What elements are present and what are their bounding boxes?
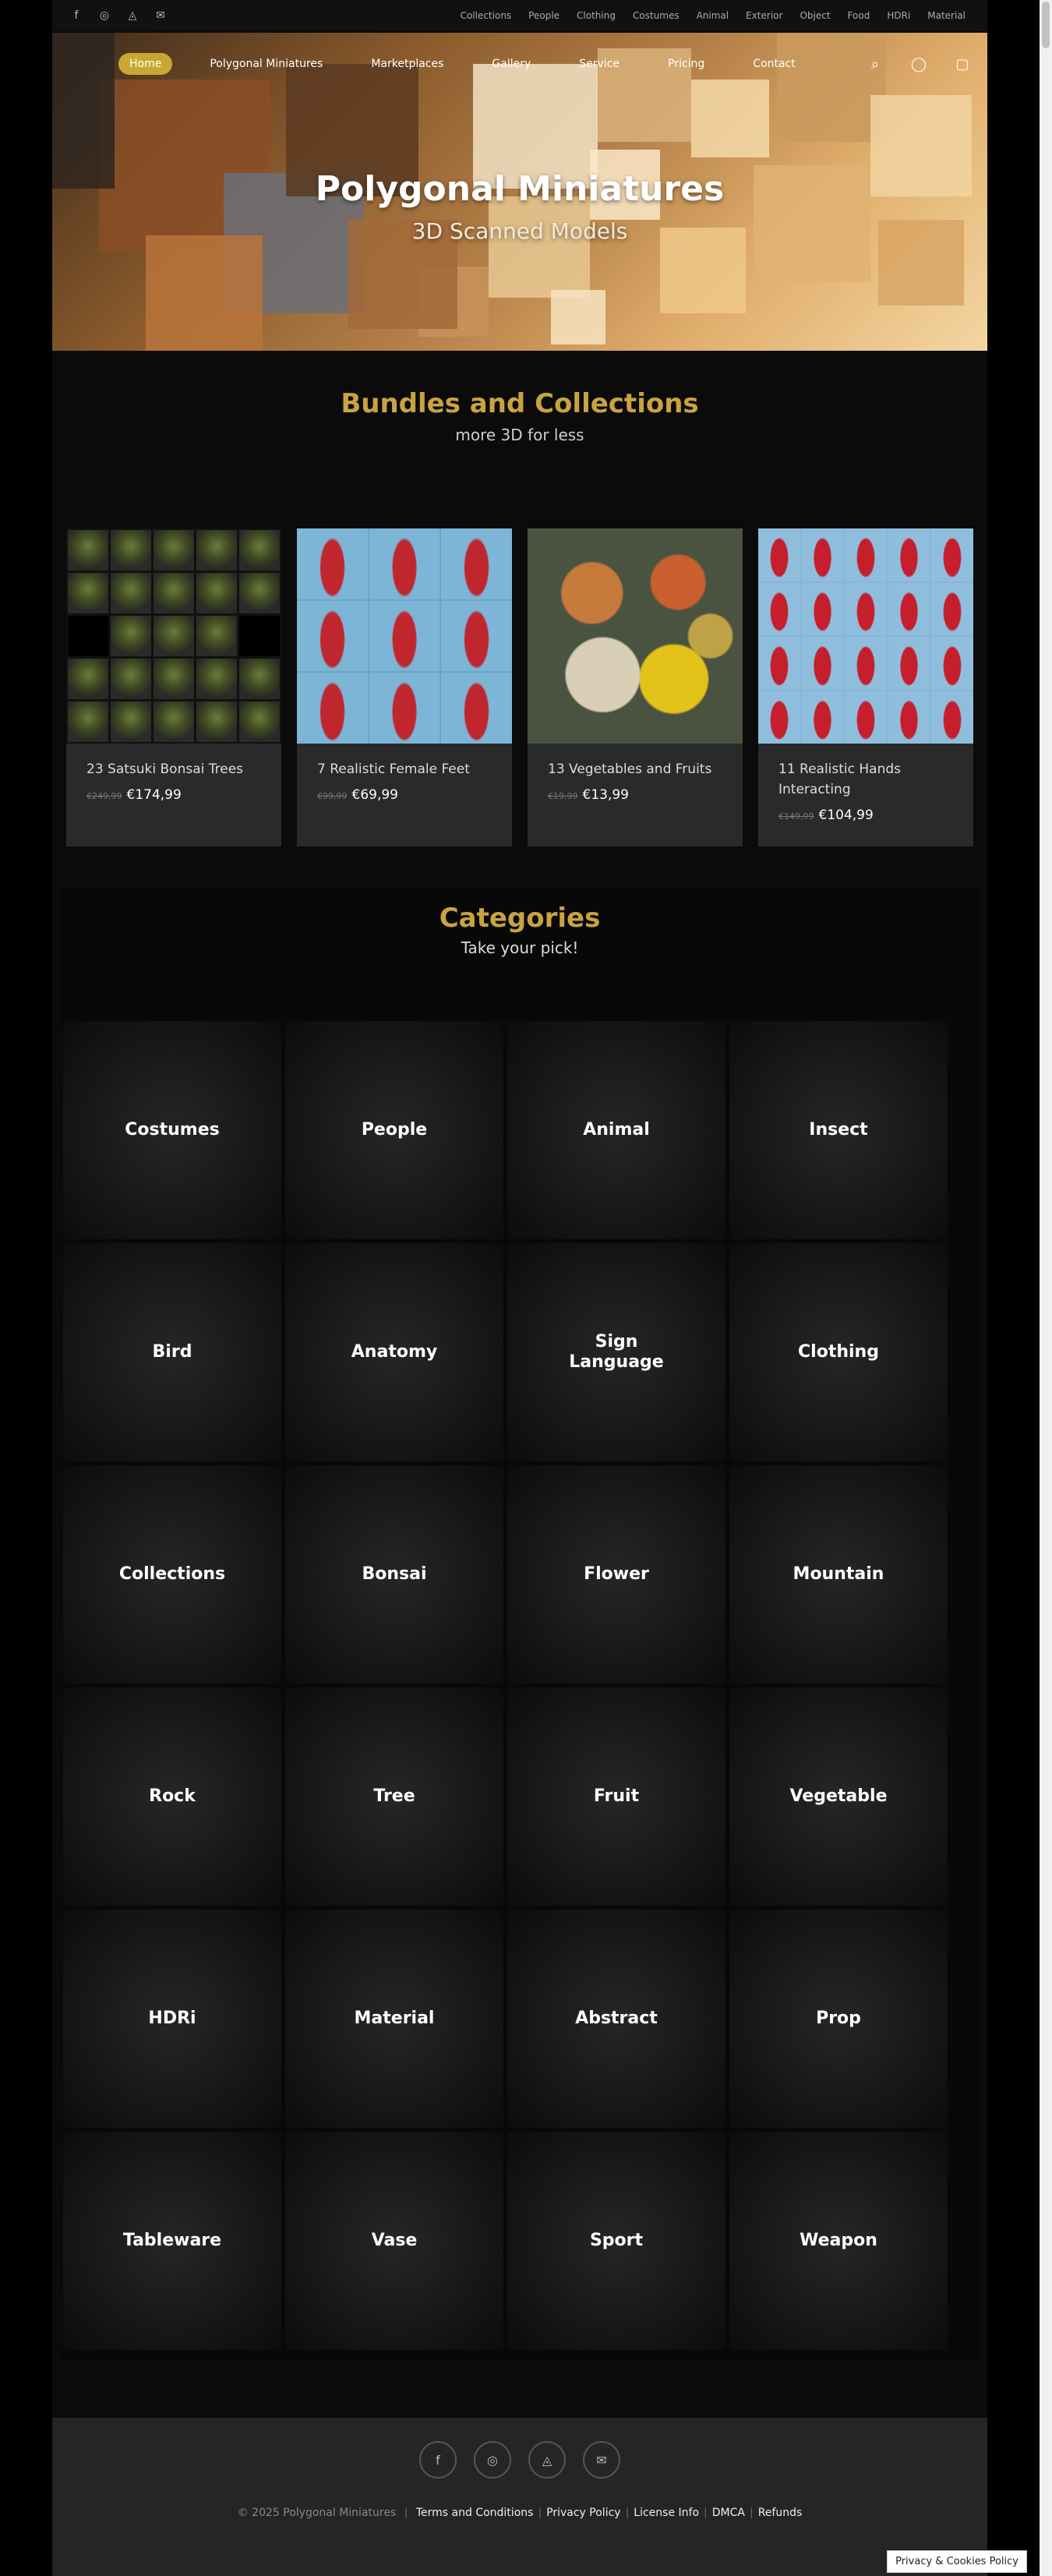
top-link-material[interactable]: Material bbox=[927, 10, 966, 21]
product-thumbnail[interactable] bbox=[66, 528, 281, 744]
hero-title: Polygonal Miniatures bbox=[315, 169, 725, 209]
main-navigation bbox=[118, 53, 807, 75]
social-links bbox=[66, 5, 171, 26]
category-tile-prop[interactable] bbox=[729, 1910, 948, 2128]
hand-cell bbox=[888, 528, 930, 581]
foot-cell bbox=[369, 673, 440, 744]
category-label: Vase bbox=[371, 2231, 418, 2250]
category-tile-material[interactable] bbox=[285, 1910, 503, 2128]
category-tile-fruit[interactable] bbox=[507, 1687, 725, 1906]
bonsai-cell bbox=[68, 616, 108, 656]
hero-art-tile bbox=[52, 33, 115, 189]
top-link-costumes[interactable]: Costumes bbox=[632, 10, 680, 21]
category-tile-abstract[interactable] bbox=[507, 1910, 725, 2128]
product-old-price: €249,99 bbox=[86, 791, 122, 801]
product-name[interactable]: 23 Satsuki Bonsai Trees bbox=[86, 761, 244, 777]
category-label: Collections bbox=[118, 1564, 226, 1584]
category-tile-animal[interactable] bbox=[507, 1021, 725, 1239]
footer-social-links bbox=[52, 2441, 987, 2479]
category-label: Fruit bbox=[593, 1786, 640, 1806]
instagram-icon[interactable]: ◎ bbox=[474, 2441, 511, 2479]
top-link-food[interactable]: Food bbox=[847, 10, 870, 21]
category-label: Tree bbox=[373, 1786, 415, 1806]
page-wrapper bbox=[52, 0, 987, 2576]
hand-cell bbox=[931, 691, 973, 744]
hand-cell bbox=[845, 583, 887, 636]
footer-link-license-info[interactable]: License Info bbox=[634, 2507, 700, 2519]
categories-header bbox=[62, 903, 978, 957]
top-link-object[interactable]: Object bbox=[800, 10, 831, 21]
product-card[interactable] bbox=[297, 528, 512, 846]
category-label: Weapon bbox=[800, 2231, 877, 2250]
footer-link-privacy-policy[interactable]: Privacy Policy bbox=[546, 2507, 621, 2519]
category-label: Material bbox=[354, 2009, 435, 2028]
top-utility-bar bbox=[52, 0, 987, 31]
category-label: Costumes bbox=[125, 1120, 220, 1140]
nav-item-marketplaces[interactable]: Marketplaces bbox=[371, 58, 444, 70]
hero-art-tile bbox=[489, 196, 590, 298]
category-label: HDRi bbox=[148, 2009, 196, 2028]
category-tile-vase[interactable] bbox=[285, 2132, 503, 2350]
product-name[interactable]: 11 Realistic Hands Interacting bbox=[778, 761, 902, 797]
category-label: Flower bbox=[584, 1564, 649, 1584]
top-link-collections[interactable]: Collections bbox=[460, 10, 512, 21]
footer-link-dmca[interactable]: DMCA bbox=[711, 2507, 745, 2519]
bonsai-cell bbox=[154, 616, 194, 656]
bonsai-cell bbox=[239, 701, 280, 742]
bonsai-cell bbox=[239, 573, 280, 613]
bundles-header bbox=[52, 388, 987, 444]
categories-section bbox=[62, 889, 978, 2360]
category-tile-vegetable[interactable] bbox=[729, 1687, 948, 1906]
category-label: Tableware bbox=[122, 2231, 222, 2250]
bundles-title: Bundles and Collections bbox=[341, 388, 699, 419]
top-link-exterior[interactable]: Exterior bbox=[746, 10, 783, 21]
product-current-price: €104,99 bbox=[818, 807, 874, 823]
hand-cell bbox=[758, 583, 800, 636]
product-name[interactable]: 13 Vegetables and Fruits bbox=[548, 761, 712, 777]
product-old-price: €19,99 bbox=[548, 791, 578, 801]
separator: | bbox=[404, 2507, 408, 2519]
category-label: Clothing bbox=[798, 1342, 879, 1362]
bonsai-cell bbox=[111, 659, 151, 699]
bonsai-cell bbox=[196, 573, 237, 613]
hand-cell bbox=[758, 528, 800, 581]
separator: | bbox=[704, 2507, 708, 2519]
separator: | bbox=[625, 2507, 630, 2519]
product-old-price: €99,99 bbox=[317, 791, 348, 801]
privacy-cookies-button[interactable]: Privacy & Cookies Policy bbox=[887, 2550, 1027, 2573]
hand-cell bbox=[758, 637, 800, 690]
email-icon[interactable]: ✉ bbox=[156, 9, 165, 22]
bonsai-cell bbox=[154, 701, 194, 742]
page-scrollbar[interactable] bbox=[1040, 0, 1052, 2576]
foot-cell bbox=[297, 673, 368, 744]
top-link-clothing[interactable]: Clothing bbox=[577, 10, 616, 21]
foot-cell bbox=[441, 528, 512, 599]
separator: | bbox=[538, 2507, 542, 2519]
foot-cell bbox=[297, 528, 368, 599]
footer-link-refunds[interactable]: Refunds bbox=[757, 2507, 803, 2519]
categories-grid bbox=[62, 1021, 980, 2350]
separator: | bbox=[749, 2507, 754, 2519]
bonsai-cell bbox=[154, 573, 194, 613]
bonsai-cell bbox=[111, 530, 151, 571]
category-label: Rock bbox=[149, 1786, 196, 1806]
footer-link-list bbox=[416, 2507, 802, 2519]
product-list bbox=[66, 528, 973, 846]
category-label: Bonsai bbox=[362, 1564, 427, 1584]
hand-cell bbox=[931, 637, 973, 690]
category-label: Insect bbox=[809, 1120, 868, 1140]
category-label: Bird bbox=[152, 1342, 192, 1362]
bonsai-cell bbox=[111, 701, 151, 742]
product-card[interactable] bbox=[66, 528, 281, 846]
product-thumbnail[interactable] bbox=[297, 528, 512, 744]
bonsai-cell bbox=[239, 530, 280, 571]
product-current-price: €13,99 bbox=[582, 787, 629, 803]
hero-subtitle: 3D Scanned Models bbox=[411, 218, 628, 244]
hand-cell bbox=[802, 691, 844, 744]
category-tile-collections[interactable] bbox=[63, 1465, 281, 1684]
category-label: Abstract bbox=[575, 2009, 658, 2028]
product-thumbnail[interactable] bbox=[528, 528, 743, 744]
bonsai-cell bbox=[68, 701, 108, 742]
hand-cell bbox=[802, 583, 844, 636]
bonsai-cell bbox=[196, 659, 237, 699]
category-tile-hdri[interactable] bbox=[63, 1910, 281, 2128]
facebook-icon[interactable]: f bbox=[419, 2441, 457, 2479]
bonsai-cell bbox=[196, 530, 237, 571]
bonsai-cell bbox=[154, 530, 194, 571]
category-tile-flower[interactable] bbox=[507, 1465, 725, 1684]
artstation-icon[interactable]: ◬ bbox=[128, 9, 137, 22]
hero-art-tile bbox=[777, 33, 886, 142]
category-label: Sport bbox=[589, 2231, 644, 2250]
category-tile-costumes[interactable] bbox=[63, 1021, 281, 1239]
scrollbar-thumb[interactable] bbox=[1042, 2, 1050, 48]
product-price bbox=[778, 807, 874, 823]
category-label: Animal bbox=[583, 1120, 650, 1140]
cart-icon[interactable]: ▢ bbox=[955, 55, 969, 72]
nav-item-pricing[interactable]: Pricing bbox=[668, 58, 705, 70]
hand-cell bbox=[845, 691, 887, 744]
category-tile-tableware[interactable] bbox=[63, 2132, 281, 2350]
copyright-text: © 2025 Polygonal Miniatures bbox=[237, 2507, 397, 2519]
hero-banner bbox=[52, 33, 987, 351]
nav-item-home[interactable]: Home bbox=[118, 53, 172, 75]
top-link-people[interactable]: People bbox=[528, 10, 560, 21]
bonsai-cell bbox=[239, 616, 280, 656]
category-quick-links bbox=[461, 10, 966, 21]
category-tile-people[interactable] bbox=[285, 1021, 503, 1239]
instagram-icon[interactable]: ◎ bbox=[99, 9, 110, 22]
category-label: Mountain bbox=[793, 1564, 884, 1584]
facebook-icon[interactable]: f bbox=[74, 9, 79, 22]
foot-cell bbox=[297, 601, 368, 672]
product-price bbox=[86, 787, 182, 803]
hero-art-tile bbox=[146, 235, 263, 351]
category-label: People bbox=[361, 1120, 428, 1140]
search-icon[interactable]: ⌕ bbox=[870, 55, 880, 72]
hand-cell bbox=[888, 583, 930, 636]
product-thumbnail[interactable] bbox=[758, 528, 973, 744]
hand-cell bbox=[758, 691, 800, 744]
bonsai-cell bbox=[196, 701, 237, 742]
bonsai-cell bbox=[111, 573, 151, 613]
category-tile-mountain[interactable] bbox=[729, 1465, 948, 1684]
foot-cell bbox=[369, 528, 440, 599]
footer-link-terms-and-conditions[interactable]: Terms and Conditions bbox=[415, 2507, 534, 2519]
bonsai-cell bbox=[111, 616, 151, 656]
product-card[interactable] bbox=[528, 528, 743, 846]
hand-cell bbox=[931, 528, 973, 581]
top-link-hdri[interactable]: HDRi bbox=[887, 10, 911, 21]
bonsai-cell bbox=[196, 616, 237, 656]
nav-item-gallery[interactable]: Gallery bbox=[492, 58, 531, 70]
hand-cell bbox=[888, 691, 930, 744]
bonsai-cell bbox=[68, 530, 108, 571]
hero-art-tile bbox=[551, 290, 605, 345]
category-label: Prop bbox=[816, 2009, 861, 2028]
hand-cell bbox=[888, 637, 930, 690]
product-card[interactable] bbox=[758, 528, 973, 846]
product-price bbox=[548, 787, 629, 803]
bonsai-cell bbox=[68, 659, 108, 699]
nav-item-polygonal-miniatures[interactable]: Polygonal Miniatures bbox=[210, 58, 323, 70]
email-icon[interactable]: ✉ bbox=[583, 2441, 620, 2479]
foot-cell bbox=[369, 601, 440, 672]
category-tile-rock[interactable] bbox=[63, 1687, 281, 1906]
category-tile-sign-language[interactable] bbox=[507, 1243, 725, 1461]
category-tile-insect[interactable] bbox=[729, 1021, 948, 1239]
hero-art-tile bbox=[691, 80, 769, 157]
hand-cell bbox=[802, 528, 844, 581]
artstation-icon[interactable]: ◬ bbox=[528, 2441, 566, 2479]
hand-cell bbox=[845, 637, 887, 690]
header-actions bbox=[866, 55, 972, 73]
nav-item-service[interactable]: Service bbox=[579, 58, 620, 70]
category-label: Anatomy bbox=[351, 1342, 438, 1362]
category-tile-bonsai[interactable] bbox=[285, 1465, 503, 1684]
bonsai-cell bbox=[154, 659, 194, 699]
category-tile-bird[interactable] bbox=[63, 1243, 281, 1461]
foot-cell bbox=[441, 601, 512, 672]
account-icon[interactable]: ◯ bbox=[910, 55, 927, 72]
top-link-animal[interactable]: Animal bbox=[696, 10, 729, 21]
category-tile-tree[interactable] bbox=[285, 1687, 503, 1906]
hand-cell bbox=[845, 528, 887, 581]
category-label: Vegetable bbox=[789, 1786, 888, 1806]
category-tile-clothing[interactable] bbox=[729, 1243, 948, 1461]
product-price bbox=[317, 787, 398, 803]
hand-cell bbox=[802, 637, 844, 690]
category-label: Sign Language bbox=[569, 1332, 664, 1372]
category-tile-anatomy[interactable] bbox=[285, 1243, 503, 1461]
product-current-price: €69,99 bbox=[351, 787, 398, 803]
bundles-subtitle: more 3D for less bbox=[455, 426, 584, 444]
categories-subtitle: Take your pick! bbox=[461, 938, 579, 957]
footer bbox=[52, 2418, 987, 2576]
categories-title: Categories bbox=[439, 903, 601, 934]
bonsai-cell bbox=[239, 659, 280, 699]
nav-item-contact[interactable]: Contact bbox=[753, 58, 796, 70]
product-name[interactable]: 7 Realistic Female Feet bbox=[317, 761, 470, 777]
bonsai-cell bbox=[68, 573, 108, 613]
product-old-price: €149,99 bbox=[778, 811, 814, 822]
foot-cell bbox=[441, 673, 512, 744]
product-current-price: €174,99 bbox=[126, 787, 182, 803]
hand-cell bbox=[931, 583, 973, 636]
category-tile-weapon[interactable] bbox=[729, 2132, 948, 2350]
footer-links bbox=[52, 2507, 987, 2519]
category-tile-sport[interactable] bbox=[507, 2132, 725, 2350]
